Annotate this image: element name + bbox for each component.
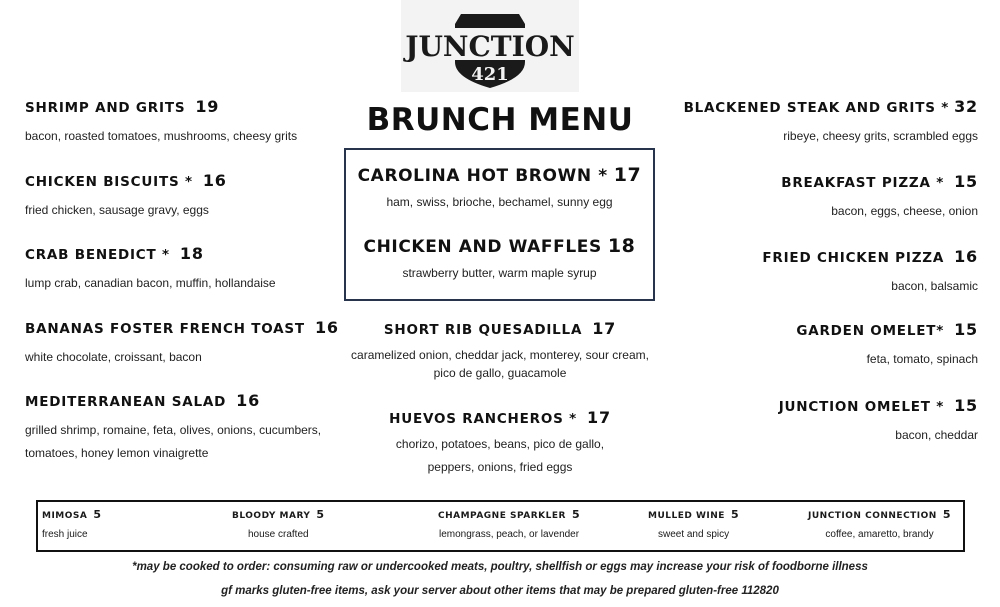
menu-item [796,320,978,371]
item-desc: caramelized onion, cheddar jack, monterey, sour cream, pico de gallo, guacamole [351,348,649,380]
item-name: CAROLINA HOT BROWN * [357,166,608,186]
gluten-note: gf marks gluten-free items, ask your server about other items that may be prepared gluten-free 112820 [221,585,779,597]
menu-item [684,97,978,148]
drink-item [232,508,325,540]
item-desc: white chocolate, croissant, bacon [25,350,202,364]
drink-desc: coffee, amaretto, brandy [825,529,934,540]
item-name: BANANAS FOSTER FRENCH TOAST [25,321,305,337]
drink-desc: fresh juice [42,529,88,540]
item-desc: feta, tomato, spinach [866,352,978,366]
item-price: 16 [954,247,978,266]
item-price: 15 [954,396,978,415]
item-name: JUNCTION OMELET * [778,399,945,415]
item-desc: bacon, eggs, cheese, onion [831,204,978,218]
item-name: BLACKENED STEAK AND GRITS * [683,100,950,116]
item-price: 15 [954,172,978,191]
item-name: CHICKEN AND WAFFLES [363,237,602,257]
drink-name: JUNCTION CONNECTION [808,511,937,521]
drink-item [648,508,739,540]
menu-item [25,318,339,369]
menu-item [25,391,321,465]
item-desc: lump crab, canadian bacon, muffin, hollandaise [25,276,276,290]
item-name: SHRIMP AND GRITS [25,100,186,116]
drink-price: 5 [571,508,581,521]
item-name: CHICKEN BISCUITS * [25,174,193,190]
consumption-note: *may be cooked to order: consuming raw or undercooked meats, poultry, shellfish or eggs may increase your risk of foodborne illness [132,561,868,573]
drink-name: BLOODY MARY [232,511,311,521]
item-price: 16 [202,171,227,190]
drink-desc: house crafted [247,529,309,540]
item-price: 16 [236,391,261,410]
featured-item [344,235,655,285]
drinks-box [36,500,965,552]
item-name: FRIED CHICKEN PIZZA [762,250,945,266]
item-price: 17 [587,408,611,427]
item-desc: ribeye, cheesy grits, scrambled eggs [783,129,978,143]
item-price: 15 [954,320,978,339]
drink-item [438,508,580,540]
menu-item [345,408,655,479]
logo-line2: 421 [471,64,509,85]
menu-item [345,319,655,382]
drink-item [808,508,951,540]
item-price: 16 [314,318,339,337]
item-name: GARDEN OMELET* [796,323,945,339]
drink-name: MULLED WINE [648,511,725,521]
item-desc: chorizo, potatoes, beans, pico de gallo, peppers, onions, fried eggs [395,437,605,474]
item-price: 19 [195,97,220,116]
menu-item [25,97,297,148]
item-price: 18 [607,235,636,257]
featured-item [344,164,655,214]
item-price: 32 [954,97,978,116]
drink-price: 5 [93,508,102,521]
menu-item [25,244,276,295]
drink-desc: sweet and spicy [657,529,730,540]
item-desc: strawberry butter, warm maple syrup [402,266,597,280]
drink-name: MIMOSA [42,511,88,521]
junction-421-logo [401,0,579,92]
item-desc: fried chicken, sausage gravy, eggs [25,203,209,217]
item-name: SHORT RIB QUESADILLA [383,322,583,338]
menu-item [762,247,978,298]
menu-item [781,172,978,223]
item-desc: bacon, roasted tomatoes, mushrooms, cheesy grits [25,129,298,143]
item-desc: ham, swiss, brioche, bechamel, sunny egg [386,195,613,209]
item-name: HUEVOS RANCHEROS * [389,411,578,427]
item-price: 18 [179,244,204,263]
drink-desc: lemongrass, peach, or lavender [439,529,580,540]
item-desc: grilled shrimp, romaine, feta, olives, onions, cucumbers, tomatoes, honey lemon vinaigrette [25,423,322,460]
logo-line1: JUNCTION [405,30,575,63]
item-name: MEDITERRANEAN SALAD [25,394,227,410]
item-price: 17 [613,164,642,186]
item-name: CRAB BENEDICT * [25,247,170,263]
drink-name: CHAMPAGNE SPARKLER [438,511,566,521]
page-title: BRUNCH MENU [366,102,634,138]
menu-item [25,171,227,222]
drink-price: 5 [730,508,740,521]
menu-item [779,396,978,447]
item-price: 17 [592,319,617,338]
item-desc: bacon, balsamic [891,279,978,293]
item-desc: bacon, cheddar [895,428,978,442]
drink-price: 5 [316,508,325,521]
drink-item [42,508,102,540]
drink-price: 5 [942,508,951,521]
item-name: BREAKFAST PIZZA * [781,175,945,191]
